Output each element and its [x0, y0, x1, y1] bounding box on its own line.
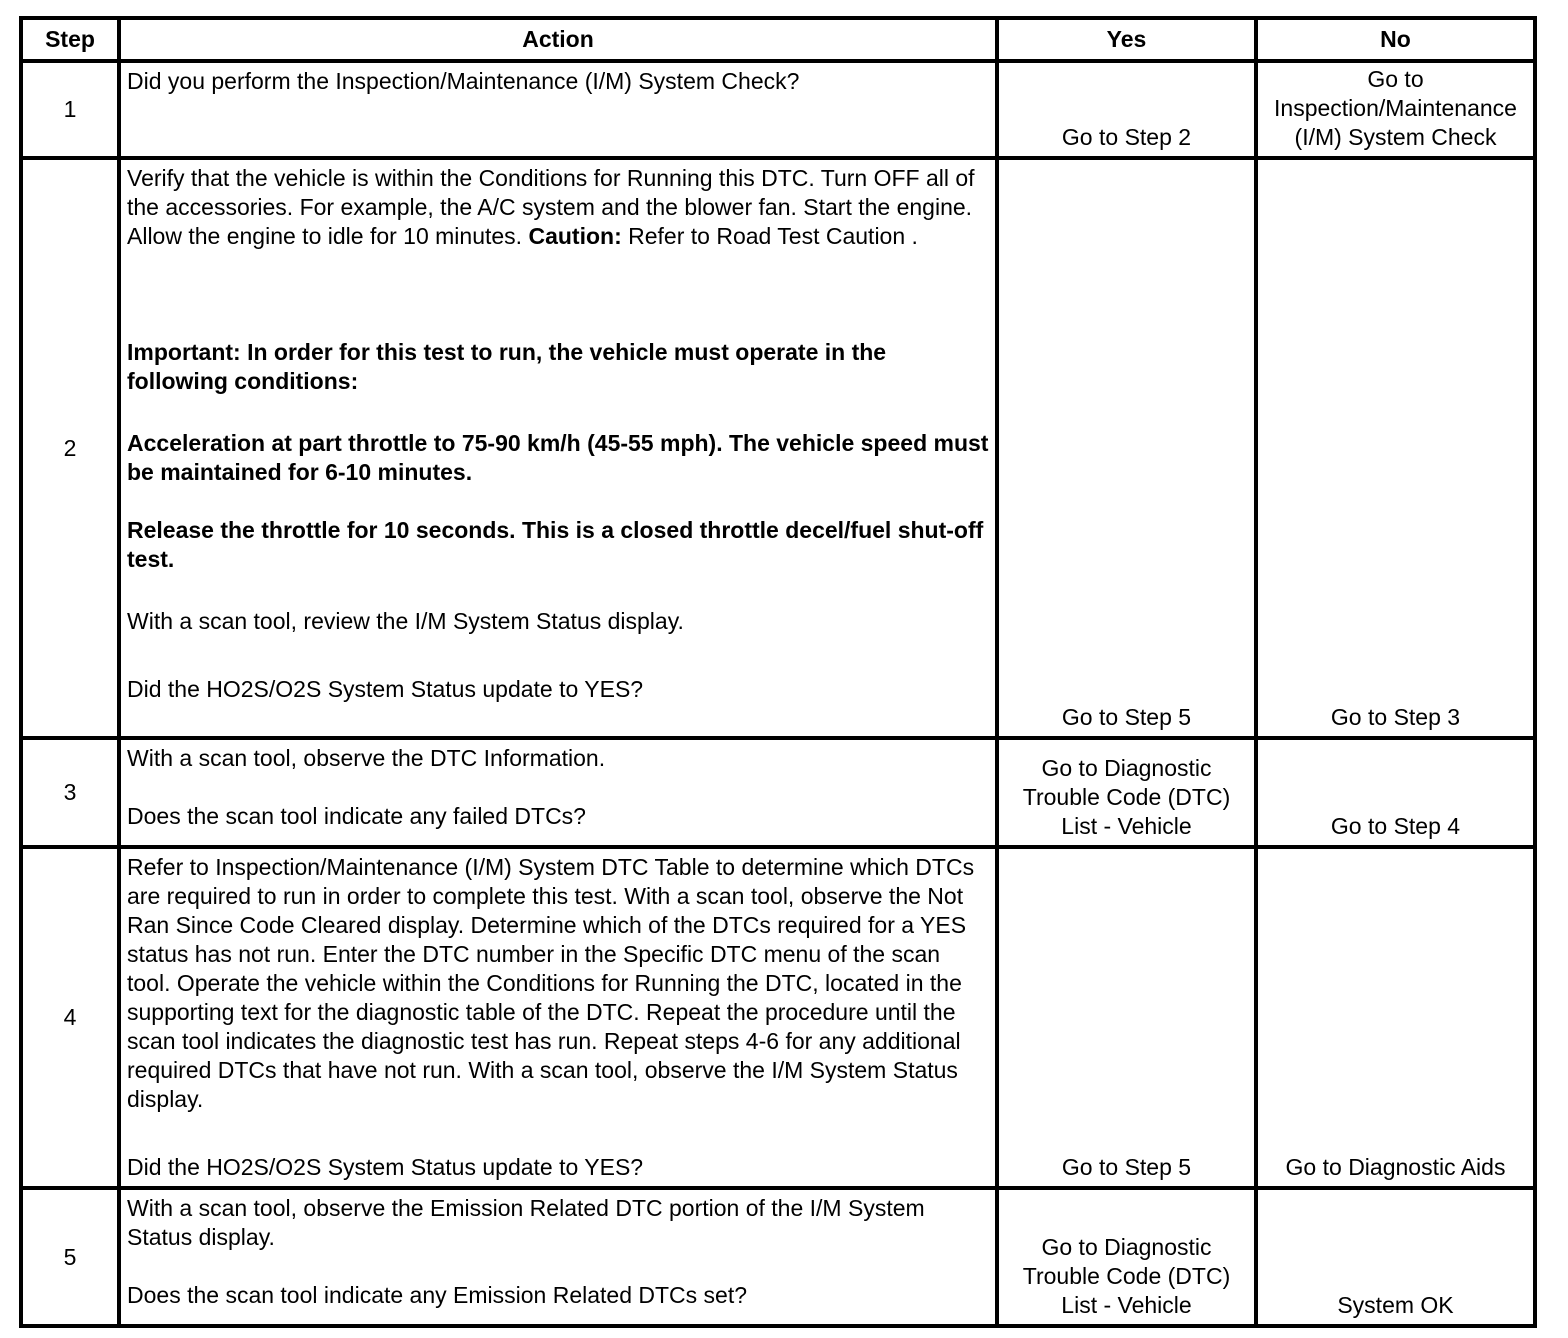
- yes-line: Go to Diagnostic: [1041, 755, 1212, 781]
- action-question: Did you perform the Inspection/Maintenance (I/M) System Check?: [127, 68, 800, 94]
- action-cell: [119, 738, 997, 847]
- caution-label: Caution:: [528, 223, 622, 249]
- action-cell: [119, 847, 997, 1188]
- yes-line: Trouble Code (DTC): [1022, 1263, 1231, 1289]
- no-cell: Go to Step 3: [1256, 158, 1535, 738]
- action-instruction: With a scan tool, review the I/M System Status display.: [127, 608, 684, 634]
- header-action: Action: [119, 18, 997, 61]
- step-number: 3: [21, 738, 119, 847]
- condition-text: Acceleration at part throttle to 75-90 km/h (45-55 mph). The vehicle speed must be maintained for 6-10 minutes.: [127, 430, 989, 485]
- action-cell: [119, 1188, 997, 1326]
- table-row: [21, 158, 1535, 738]
- no-line: Inspection/Maintenance: [1274, 95, 1517, 121]
- yes-cell: Go to Step 2: [997, 61, 1256, 158]
- step-number: 1: [21, 61, 119, 158]
- action-intro: [127, 164, 989, 251]
- step-number: 2: [21, 158, 119, 738]
- yes-line: List - Vehicle: [1061, 813, 1192, 839]
- table-row: [21, 847, 1535, 1188]
- yes-cell: Go to Step 5: [997, 158, 1256, 738]
- intro-text: Verify that the vehicle is within the Conditions for Running this DTC. Turn OFF all of the accessories. For example, the A/C system and the blower fan. Start the engine. Allow the engine to idle for 10 minutes.: [127, 165, 975, 249]
- yes-cell: [997, 738, 1256, 847]
- action-instruction: With a scan tool, observe the DTC Information.: [127, 745, 606, 771]
- action-question: Does the scan tool indicate any Emission Related DTCs set?: [127, 1282, 748, 1308]
- important-note: Important: In order for this test to run, the vehicle must operate in the following conditions:: [127, 339, 887, 394]
- no-cell: Go to Step 4: [1256, 738, 1535, 847]
- diagnostic-table: [19, 16, 1537, 1328]
- yes-cell: [997, 1188, 1256, 1326]
- step-number: 4: [21, 847, 119, 1188]
- action-cell: [119, 158, 997, 738]
- action-instruction: Refer to Inspection/Maintenance (I/M) System DTC Table to determine which DTCs are required to run in order to complete this test. With a scan tool, observe the Not Ran Since Code Cleared display. Determine which of the DTCs required for a YES status has not run. Enter the DTC number in the Specific DTC menu of the scan tool. Operate the vehicle within the Conditions for Running the DTC, located in the supporting text for the diagnostic table of the DTC. Repeat the procedure until the scan tool indicates the diagnostic test has run. Repeat steps 4-6 for any additional required DTCs that have not run. With a scan tool, observe the I/M System Status display.: [127, 854, 975, 1112]
- no-cell: [1256, 61, 1535, 158]
- table-row: [21, 61, 1535, 158]
- action-question: Did the HO2S/O2S System Status update to YES?: [127, 676, 644, 702]
- action-question: Does the scan tool indicate any failed DTCs?: [127, 803, 586, 829]
- table-row: [21, 1188, 1535, 1326]
- yes-cell: Go to Step 5: [997, 847, 1256, 1188]
- header-yes: Yes: [997, 18, 1256, 61]
- yes-line: List - Vehicle: [1061, 1292, 1192, 1318]
- header-step: Step: [21, 18, 119, 61]
- table-row: [21, 738, 1535, 847]
- condition-text: Release the throttle for 10 seconds. This is a closed throttle decel/fuel shut-off test.: [127, 517, 984, 572]
- caution-text: Refer to Road Test Caution .: [628, 223, 918, 249]
- action-question: Did the HO2S/O2S System Status update to YES?: [127, 1154, 644, 1180]
- action-cell: [119, 61, 997, 158]
- step-number: 5: [21, 1188, 119, 1326]
- yes-line: Go to Diagnostic: [1041, 1234, 1212, 1260]
- no-cell: Go to Diagnostic Aids: [1256, 847, 1535, 1188]
- action-instruction: With a scan tool, observe the Emission Related DTC portion of the I/M System Status display.: [127, 1195, 925, 1250]
- header-row: [21, 18, 1535, 61]
- no-cell: System OK: [1256, 1188, 1535, 1326]
- no-line: Go to: [1367, 66, 1424, 92]
- no-line: (I/M) System Check: [1294, 124, 1497, 150]
- yes-line: Trouble Code (DTC): [1022, 784, 1231, 810]
- header-no: No: [1256, 18, 1535, 61]
